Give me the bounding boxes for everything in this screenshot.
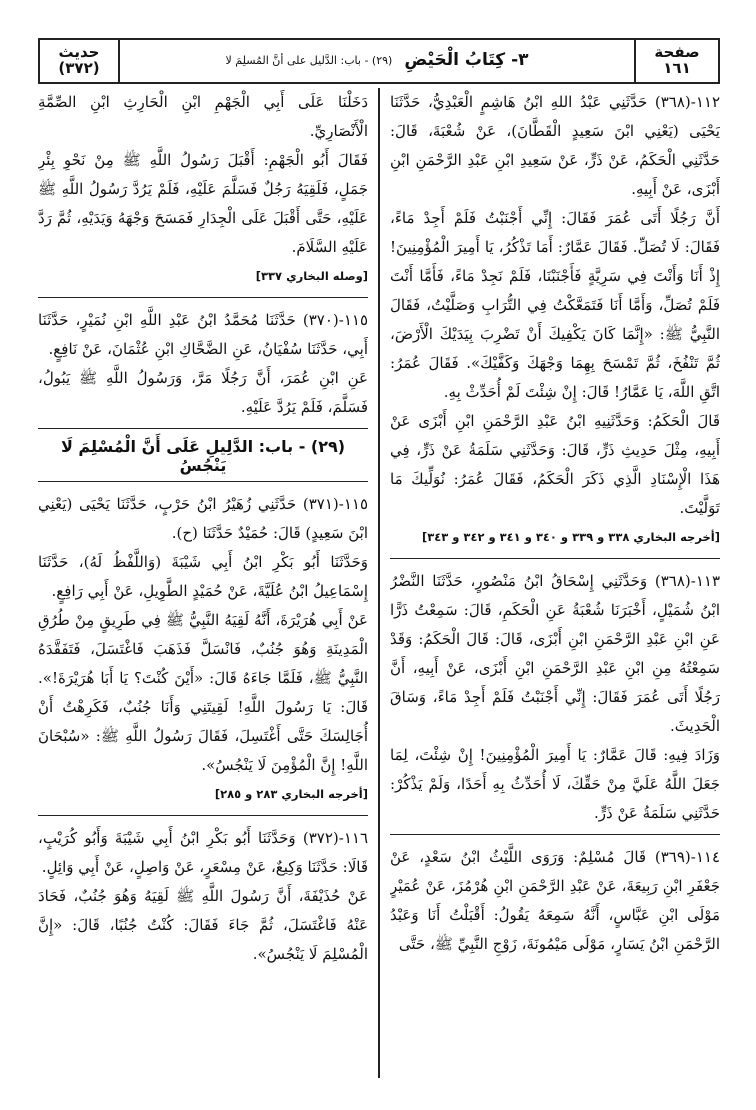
- section-separator: [38, 481, 368, 482]
- hadith-paragraph: أَنَّ رَجُلًا أَتَى عُمَرَ فَقَالَ: إِنِّي أَجْنَبْتُ فَلَمْ أَجِدْ مَاءً، فَقَالَ: لَا تُصَلِّ. فَقَالَ عَمَّارٌ: أَمَا تَذْكُرُ، يَا أَمِيرَ الْمُؤْمِنِينَ! إِذْ أَنَا وَأَنْتَ فِي سَرِيَّةٍ فَأَجْنَبْنَا، فَلَمْ نَجِدْ مَاءً، فَأَمَّا أَنْتَ فَلَمْ تُصَلِّ، وَأَمَّا أَنَا فَتَمَعَّكْتُ فِي التُّرَابِ وَصَلَّيْتُ، فَقَالَ النَّبِيُّ ﷺ: «إِنَّمَا كَانَ يَكْفِيكَ أَنْ تَضْرِبَ بِيَدَيْكَ الْأَرْضَ، ثُمَّ تَنْفُخَ، ثُمَّ تَمْسَحَ بِهِمَا وَجْهَكَ وَكَفَّيْكَ». فَقَالَ عُمَرُ: اتَّقِ اللَّهَ، يَا عَمَّارُ! قَالَ: إِنْ شِئْتَ لَمْ أُحَدِّثْ بِهِ.: [390, 209, 720, 401]
- section-separator: [38, 297, 368, 298]
- hadith-paragraph: فَقَالَ أَبُو الْجَهْمِ: أَقْبَلَ رَسُولُ اللَّهِ ﷺ مِنْ نَحْوِ بِئْرِ جَمَلٍ، فَلَقِيَهُ رَجُلٌ فَسَلَّمَ عَلَيْهِ، فَلَمْ يَرُدَّ رَسُولُ اللَّهِ ﷺ عَلَيْهِ، حَتَّى أَقْبَلَ عَلَى الْجِدَارِ فَمَسَحَ وَجْهَهُ وَيَدَيْهِ، ثُمَّ رَدَّ عَلَيْهِ السَّلَامَ.: [38, 151, 368, 256]
- hadith-paragraph: ١١٤-(٣٦٩) قَالَ مُسْلِمٌ: وَرَوَى اللَّيْثُ ابْنُ سَعْدٍ، عَنْ جَعْفَرِ ابْنِ رَبِيعَةَ، عَنْ عَبْدِ الرَّحْمَنِ ابْنِ هُرْمُزَ، عَنْ عُمَيْرٍ مَوْلَى ابْنِ عَبَّاسٍ، أَنَّهُ سَمِعَهُ يَقُولُ: أَقْبَلْتُ أَنَا وَعَبْدُ الرَّحْمَنِ ابْنُ يَسَارٍ، مَوْلَى مَيْمُونَةَ، زَوْجِ النَّبِيِّ ﷺ، حَتَّى: [390, 848, 720, 953]
- section-separator: [390, 558, 720, 559]
- hadith-paragraph: دَخَلْنَا عَلَى أَبِي الْجَهْمِ ابْنِ الْحَارِثِ ابْنِ الصِّمَّةِ الْأَنْصَارِيِّ.: [38, 93, 368, 140]
- book-title: ٣- كِتَابُ الْحَيْضِ: [404, 50, 529, 71]
- book-page: [38, 38, 720, 1078]
- hadith-paragraph: ١١٣-(٣٦٨) وَحَدَّثَنِي إِسْحَاقُ ابْنُ مَنْصُورٍ، حَدَّثَنَا النَّضْرُ ابْنُ شُمَيْلٍ، أَخْبَرَنَا شُعْبَةُ عَنِ الْحَكَمِ، قَالَ: سَمِعْتُ ذَرًّا عَنِ ابْنِ عَبْدِ الرَّحْمَنِ ابْنِ أَبْزَى، قَالَ: قَالَ الْحَكَمُ: وَقَدْ سَمِعْتُهُ مِنِ ابْنِ عَبْدِ الرَّحْمَنِ ابْنِ أَبْزَى، عَنْ أَبِيهِ، أَنَّ رَجُلًا أَتَى عُمَرَ فَقَالَ: إِنِّي أَجْنَبْتُ فَلَمْ أَجِدْ مَاءً، وَسَاقَ الْحَدِيثَ.: [390, 572, 720, 735]
- right-column: [390, 88, 720, 1078]
- section-separator: [38, 815, 368, 816]
- hadith-number-box: [40, 40, 120, 82]
- hadith-paragraph: عَنْ أَبِي هُرَيْرَةَ، أَنَّهُ لَقِيَهُ النَّبِيُّ ﷺ فِي طَرِيقٍ مِنْ طُرُقِ الْمَدِينَةِ وَهُوَ جُنُبٌ، فَانْسَلَّ فَذَهَبَ فَاغْتَسَلَ، فَتَفَقَّدَهُ النَّبِيُّ ﷺ، فَلَمَّا جَاءَهُ قَالَ: «أَيْنَ كُنْتَ؟ يَا أَبَا هُرَيْرَةَ!». قَالَ: يَا رَسُولَ اللَّهِ! لَقِيتَنِي وَأَنَا جُنُبٌ، فَكَرِهْتُ أَنْ أُجَالِسَكَ حَتَّى أَغْتَسِلَ، فَقَالَ رَسُولُ اللَّهِ ﷺ: «سُبْحَانَ اللَّهِ! إِنَّ الْمُؤْمِنَ لَا يَنْجُسُ».: [38, 611, 368, 774]
- hadith-paragraph: وَحَدَّثَنَا أَبُو بَكْرِ ابْنُ أَبِي شَيْبَةَ (وَاللَّفْظُ لَهُ)، حَدَّثَنَا إِسْمَاعِيلُ ابْنُ عُلَيَّةَ، عَنْ حُمَيْدٍ الطَّوِيلِ، عَنْ أَبِي رَافِعٍ.: [38, 553, 368, 600]
- hadith-paragraph: ١١٢-(٣٦٨) حَدَّثَنِي عَبْدُ اللهِ ابْنُ هَاشِمٍ الْعَبْدِيُّ، حَدَّثَنَا يَحْيَى (يَعْنِي ابْنَ سَعِيدٍ الْقَطَّانَ)، عَنْ شُعْبَةَ، قَالَ: حَدَّثَنِي الْحَكَمُ، عَنْ ذَرٍّ، عَنْ سَعِيدِ ابْنِ عَبْدِ الرَّحْمَنِ ابْنِ أَبْزَى، عَنْ أَبِيهِ.: [390, 93, 720, 198]
- text-columns: [38, 88, 720, 1078]
- hadith-paragraph: عَنْ حُذَيْفَةَ، أَنَّ رَسُولَ اللَّهِ ﷺ لَقِيَهُ وَهُوَ جُنُبٌ، فَحَادَ عَنْهُ فَاغْتَسَلَ، ثُمَّ جَاءَ فَقَالَ: كُنْتُ جُنُبًا، قَالَ: «إِنَّ الْمُسْلِمَ لَا يَنْجُسُ».: [38, 887, 368, 963]
- chapter-title: (٢٩) - باب: الدَّليل على أنَّ المُسلِمَ لا: [225, 54, 393, 68]
- section-separator: [390, 834, 720, 835]
- source-reference: [أخرجه البخاري ٣٣٨ و ٣٣٩ و ٣٤٠ و ٣٤١ و ٣٤٢ و ٣٤٣]: [421, 530, 720, 544]
- bab-heading: (٢٩) - باب: الدَّلِيلِ عَلَى أَنَّ الْمُسْلِمَ لَا يَنْجُسُ: [60, 437, 346, 475]
- source-reference: [وصله البخاري ٣٣٧]: [255, 269, 368, 283]
- hadith-label: حديث: [58, 43, 100, 62]
- page-header: [38, 38, 720, 84]
- source-reference: [أخرجه البخاري ٢٨٣ و ٢٨٥]: [214, 787, 368, 801]
- page-label: صفحة: [654, 43, 700, 62]
- hadith-number: (٣٧٢): [58, 59, 100, 77]
- page-number-box: [634, 40, 718, 82]
- hadith-paragraph: ١١٥-(٣٧٠) حَدَّثَنَا مُحَمَّدُ ابْنُ عَبْدِ اللَّهِ ابْنِ نُمَيْرٍ، حَدَّثَنَا أَبِي، حَدَّثَنَا سُفْيَانُ، عَنِ الضَّحَّاكِ ابْنِ عُثْمَانَ، عَنْ نَافِعٍ.: [38, 311, 368, 358]
- hadith-paragraph: ١١٦-(٣٧٢) وَحَدَّثَنَا أَبُو بَكْرِ ابْنُ أَبِي شَيْبَةَ وَأَبُو كُرَيْبٍ، قَالَا: حَدَّثَنَا وَكِيعٌ، عَنْ مِسْعَرٍ، عَنْ وَاصِلٍ، عَنْ أَبِي وَائِلٍ.: [38, 829, 368, 876]
- hadith-paragraph: قَالَ الْحَكَمُ: وَحَدَّثَنِيهِ ابْنُ عَبْدِ الرَّحْمَنِ ابْنِ أَبْزَى عَنْ أَبِيهِ، مِثْلَ حَدِيثِ ذَرٍّ، قَالَ: وَحَدَّثَنِي سَلَمَةُ عَنْ ذَرٍّ، فِي هَذَا الْإِسْنَادِ الَّذِي ذَكَرَ الْحَكَمُ، فَقَالَ عُمَرُ: نُوَلِّيكَ مَا تَوَلَّيْتَ.: [390, 412, 720, 517]
- left-column: [38, 88, 368, 1078]
- page-number: ١٦١: [663, 59, 691, 77]
- header-titles: [120, 40, 634, 82]
- hadith-paragraph: عَنِ ابْنِ عُمَرَ، أَنَّ رَجُلًا مَرَّ، وَرَسُولُ اللَّهِ ﷺ يَبُولُ، فَسَلَّمَ، فَلَمْ يَرُدَّ عَلَيْهِ.: [38, 369, 368, 416]
- section-separator: [38, 428, 368, 429]
- column-divider: [378, 88, 380, 1078]
- hadith-paragraph: وَزَادَ فِيهِ: قَالَ عَمَّارٌ: يَا أَمِيرَ الْمُؤْمِنِينَ! إِنْ شِئْتَ، لِمَا جَعَلَ اللَّهُ عَلَيَّ مِنْ حَقِّكَ، لَا أُحَدِّثُ بِهِ أَحَدًا، وَلَمْ يَذْكُرْ: حَدَّثَنِي سَلَمَةُ عَنْ ذَرٍّ.: [390, 746, 720, 822]
- hadith-paragraph: ١١٥-(٣٧١) حَدَّثَنِي زُهَيْرُ ابْنُ حَرْبٍ، حَدَّثَنَا يَحْيَى (يَعْنِي ابْنَ سَعِيدٍ) قَالَ: حُمَيْدٌ حَدَّثَنَا (ح).: [38, 495, 368, 542]
